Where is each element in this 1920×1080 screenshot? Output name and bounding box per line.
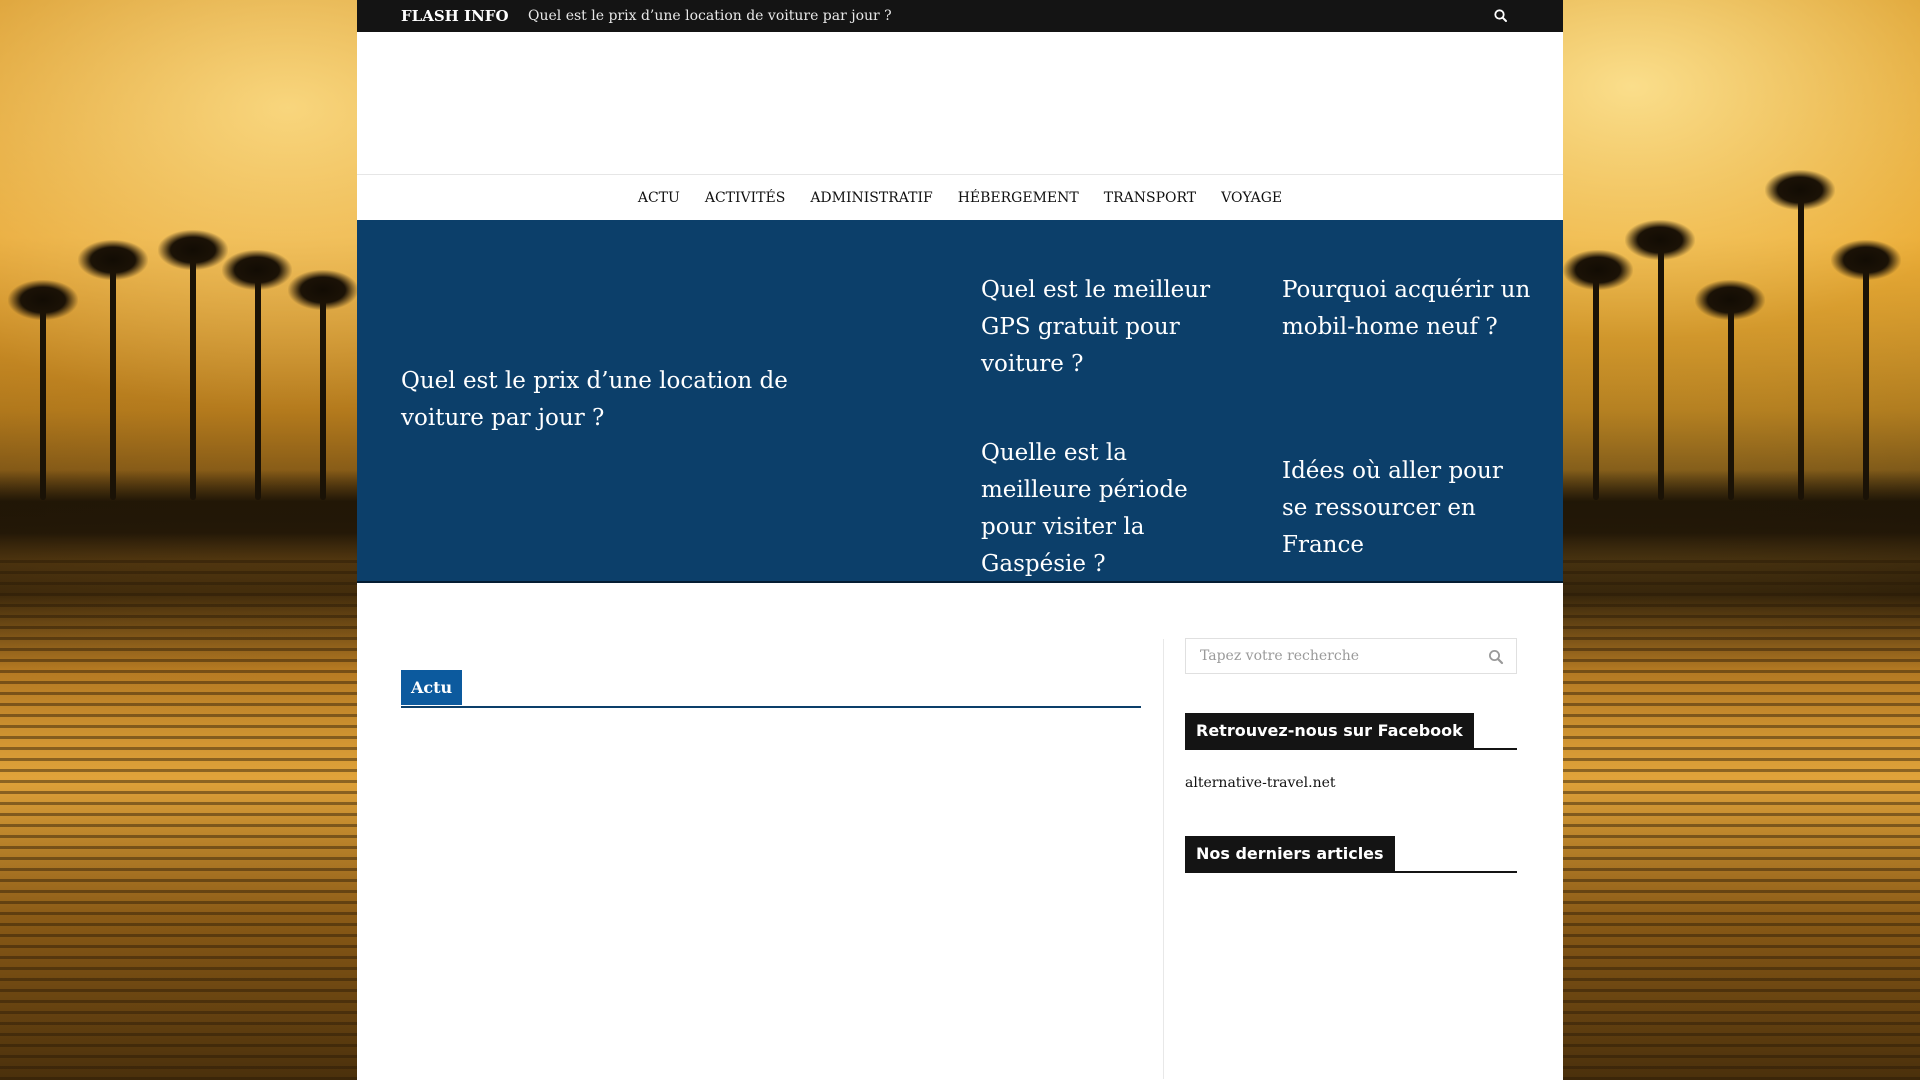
search-icon[interactable]	[1493, 8, 1509, 24]
widget-title-facebook: Retrouvez-nous sur Facebook	[1185, 713, 1474, 748]
facebook-link[interactable]: alternative-travel.net	[1185, 775, 1336, 791]
featured-article-mobil-home[interactable]: Pourquoi acquérir un mobil-home neuf ?	[1282, 277, 1531, 340]
featured-article-ressourcer[interactable]: Idées où aller pour se ressourcer en France	[1282, 458, 1503, 558]
widget-header-latest	[1185, 836, 1517, 873]
widget-header-facebook	[1185, 713, 1517, 750]
page-container	[357, 0, 1563, 1080]
search-icon[interactable]	[1488, 649, 1504, 665]
search-input[interactable]	[1186, 639, 1466, 673]
nav-item-hebergement[interactable]: HÉBERGEMENT	[957, 189, 1079, 206]
content-area	[357, 583, 1563, 1073]
section-label-actu[interactable]: Actu	[401, 670, 462, 705]
background-photo-left	[0, 0, 357, 1080]
nav-item-activites[interactable]: ACTIVITÉS	[704, 189, 786, 206]
featured-article-gaspesie[interactable]: Quelle est la meilleure période pour visiter la Gaspésie ?	[981, 440, 1188, 577]
section-header	[401, 670, 1141, 708]
main-navigation	[357, 175, 1563, 220]
flash-info-bar	[357, 0, 1563, 32]
nav-item-voyage[interactable]: VOYAGE	[1221, 189, 1283, 206]
nav-item-actu[interactable]: ACTU	[637, 189, 680, 206]
logo-area	[357, 32, 1563, 175]
sidebar-divider	[1163, 639, 1164, 1079]
widget-title-latest-articles: Nos derniers articles	[1185, 836, 1395, 871]
flash-info-label: FLASH INFO	[401, 7, 509, 25]
nav-item-administratif[interactable]: ADMINISTRATIF	[810, 189, 933, 206]
featured-articles	[357, 220, 1563, 583]
featured-article-main[interactable]: Quel est le prix d’une location de voiture par jour ?	[401, 368, 788, 431]
nav-item-transport[interactable]: TRANSPORT	[1103, 189, 1197, 206]
background-photo-right	[1563, 0, 1920, 1080]
flash-info-headline[interactable]: Quel est le prix d’une location de voiture par jour ?	[528, 8, 892, 24]
sidebar-search	[1185, 638, 1517, 674]
featured-article-gps[interactable]: Quel est le meilleur GPS gratuit pour voiture ?	[981, 277, 1211, 377]
